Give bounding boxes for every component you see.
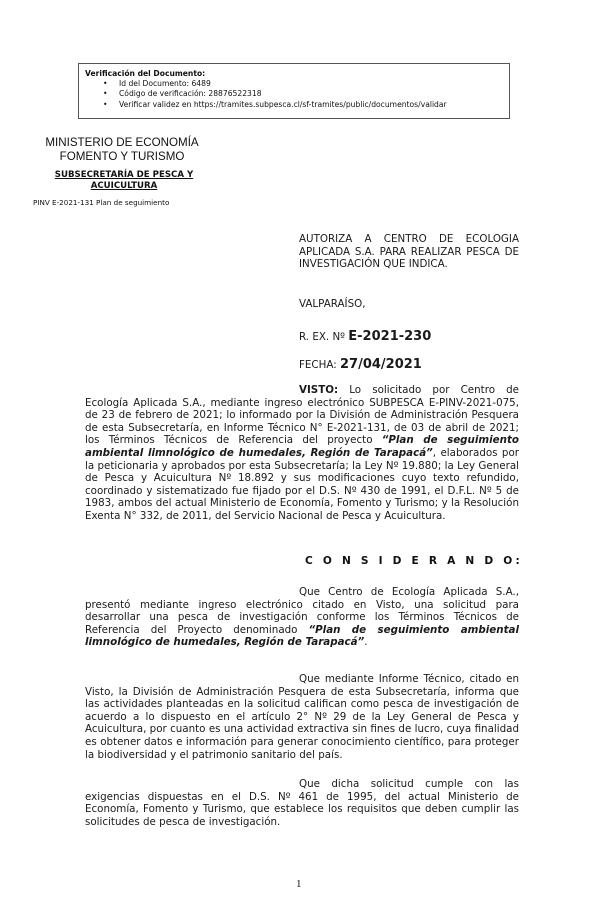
p1-text-b: . [364, 636, 368, 649]
ministry-line-1: MINISTERIO DE ECONOMÍA [45, 136, 199, 149]
considerando-paragraph-2 [85, 673, 519, 761]
visto-text-b: , elaborados por la peticionaria y aprobados por esta Subsecretaría; la Ley Nº 19.880; la Ley General de Pesca y Acuicultura Nº 18.892 y sus modificaciones cuyo texto refundido, coordinado y sistematizado fue fijado por el D.S. Nº 430 de 1991, el D.F.L. Nº 5 de 1983, ambos del actual Ministerio de Economía, Fomento y Turismo; y la Resolución Exenta N° 332, de 2011, del Servicio Nacional de Pesca y Acuicultura. [85, 446, 519, 522]
p3-text: Que dicha solicitud cumple con las exigencias dispuestas en el D.S. Nº 461 de 1995, del actual Ministerio de Economía, Fomento y Turismo, que establece los requisitos que deben cumplir las solicitudes de pesca de investigación. [85, 778, 519, 828]
date-label: FECHA: [299, 359, 337, 371]
verification-title: Verificación del Documento: [85, 69, 206, 78]
verification-list [85, 79, 503, 110]
subsecretaria-name [40, 170, 208, 191]
ministry-line-2: FOMENTO Y TURISMO [59, 149, 185, 163]
visto-paragraph [85, 384, 519, 523]
p1-project: “Plan de seguimiento ambiental limnológico de humedales, Región de Tarapacá” [85, 623, 519, 649]
considerando-paragraph-3 [85, 778, 519, 828]
p1-text-a: Que Centro de Ecología Aplicada S.A., presentó mediante ingreso electrónico citado en Visto, una solicitud para desarrollar una pesca de investigación conforme los Términos Técnicos de Referencia del Proyecto denominado [85, 586, 519, 636]
subsecretaria-line-2: ACUICULTURA [90, 180, 158, 191]
verification-box [78, 63, 510, 119]
verification-code: • Código de verificación: 28876522318 [119, 89, 503, 99]
visto-text-a: Lo solicitado por Centro de Ecología Aplicada S.A., mediante ingreso electrónico SUBPESCA E-PINV-2021-075, de 23 de febrero de 2021; lo informado por la División de Administración Pesquera de esta Subsecretaría, en Informe Técnico N° E-2021-131, de 03 de abril de 2021; los Términos Técnicos de Referencia del proyecto [85, 384, 519, 447]
p2-text: Que mediante Informe Técnico, citado en Visto, la División de Administración Pesquera de esta Subsecretaría, informa que las actividades planteadas en la solicitud califican como pesca de investigación de acuerdo a lo dispuesto en el artículo 2° Nº 29 de la Ley General de Pesca y Acuicultura, por cuanto es una actividad extractiva sin fines de lucro, cuya finalidad es obtener datos e información para generar conocimiento científico, para proteger la biodiversidad y el patrimonio sanitario del país. [85, 673, 519, 761]
document-id: • Id del Documento: 6489 [119, 79, 503, 89]
page-number: 1 [296, 878, 302, 890]
verification-link[interactable]: • Verificar validez en https://tramites.subpesca.cl/sf-tramites/public/documentos/validar [119, 100, 503, 110]
rex-number: E-2021-230 [348, 329, 432, 344]
resolution-date [299, 359, 422, 372]
place: VALPARAÍSO, [299, 298, 366, 310]
considerando-paragraph-1 [85, 586, 519, 649]
visto-heading: VISTO: [299, 384, 339, 396]
ministry-name [30, 136, 214, 163]
date-value: 27/04/2021 [339, 357, 422, 372]
resolution-number [299, 331, 431, 344]
rex-label: R. EX. Nº [299, 331, 345, 343]
visto-project: “Plan de seguimiento ambiental limnológico de humedales, Región de Tarapacá” [85, 434, 519, 459]
considerando-heading: C O N S I D E R A N D O: [305, 555, 523, 567]
reference-label: PINV E-2021-131 Plan de seguimiento [33, 198, 170, 207]
resolution-title: AUTORIZA A CENTRO DE ECOLOGIA APLICADA S.A. PARA REALIZAR PESCA DE INVESTIGACIÓN QUE INDICA. [299, 233, 519, 271]
subsecretaria-line-1: SUBSECRETARÍA DE PESCA Y [54, 170, 194, 180]
